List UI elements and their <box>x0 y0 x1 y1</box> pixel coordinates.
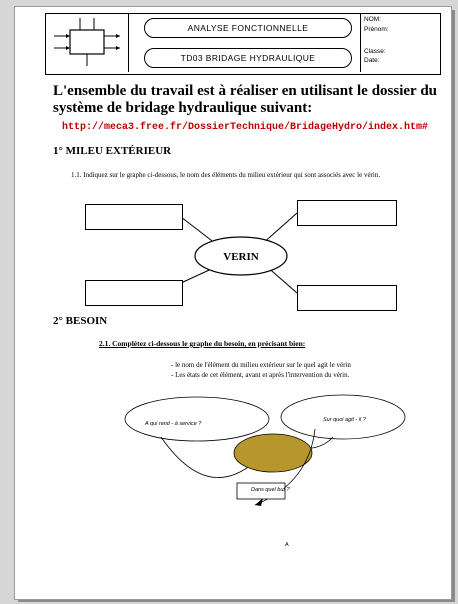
classe-label: Classe: <box>364 48 386 55</box>
page-mark: A <box>285 542 289 548</box>
element-box-bottom-left[interactable] <box>85 280 183 306</box>
product-ellipse <box>234 434 312 472</box>
page-shadow-right <box>452 10 455 602</box>
question-left: A qui rend - à service ? <box>145 421 202 427</box>
system-diagram-icon <box>46 14 128 72</box>
element-box-top-right[interactable] <box>297 200 397 226</box>
student-info <box>360 14 441 72</box>
element-box-top-left[interactable] <box>85 204 183 230</box>
section1-title: 1° MILEU EXTÉRIEUR <box>53 145 172 157</box>
bete-a-cornes-graph <box>15 387 451 557</box>
section1-instruction: 1.1. Indiquez sur le graphe ci-dessous, le nom des éléments du milieu extérieur qui sont associés avec le vérin. <box>71 171 381 179</box>
nom-label: NOM: <box>364 16 381 23</box>
dossier-link[interactable]: http://meca3.free.fr/DossierTechnique/BridageHydro/index.htm# <box>61 122 429 133</box>
section2-bullet1: - le nom de l'élément du milieu extérieur sur le quel agit le vérin <box>171 361 351 369</box>
date-label: Date: <box>364 57 380 64</box>
verin-label: VERIN <box>223 251 259 263</box>
document-page <box>14 6 452 600</box>
question-right: Sur quoi agit - il ? <box>323 417 366 423</box>
prenom-label: Prénom: <box>364 26 389 33</box>
header-title: ANALYSE FONCTIONNELLE <box>144 18 352 38</box>
section2-subtitle: 2.1. Complétez ci-dessous le graphe du besoin, en précisant bien: <box>99 339 306 348</box>
intro-paragraph: L'ensemble du travail est à réaliser en utilisant le dossier du système de bridage hydraulique suivant: <box>53 83 437 116</box>
header-block <box>45 13 441 75</box>
question-bottom: Dans quel but ? <box>251 487 290 493</box>
header-subtitle: TD03 BRIDAGE HYDRAULIQUE <box>144 48 352 68</box>
section2-bullet2: - Les états de cet élément, avant et après l'intervention du vérin. <box>171 371 350 379</box>
element-box-bottom-right[interactable] <box>297 285 397 311</box>
logo-box <box>46 14 129 72</box>
section2-title: 2° BESOIN <box>53 315 108 327</box>
left-element-ellipse <box>125 397 269 441</box>
